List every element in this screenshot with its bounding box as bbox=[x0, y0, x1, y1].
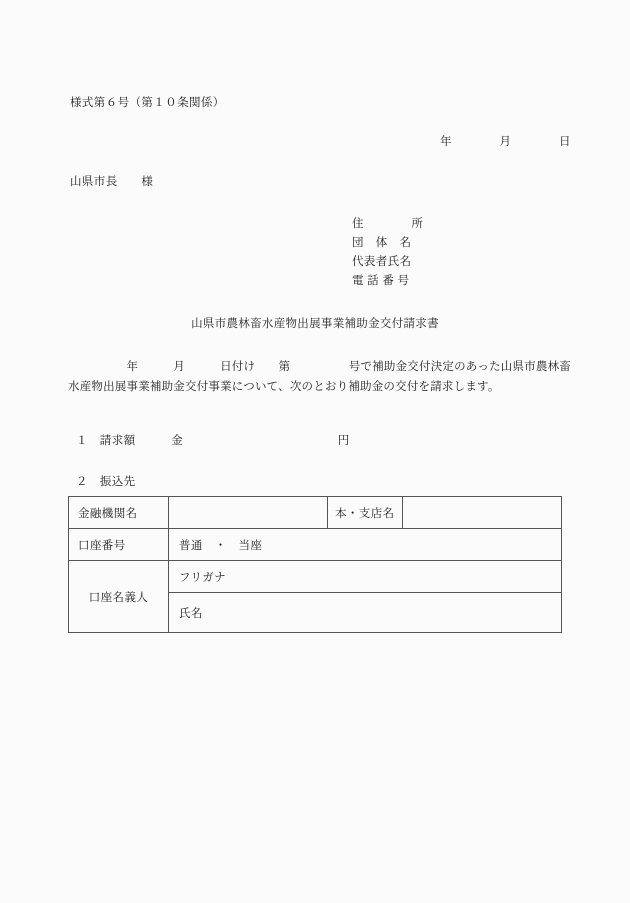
body-paragraph bbox=[68, 357, 571, 397]
applicant-organization-label: 団 体 名 bbox=[352, 237, 412, 249]
account-number-label: 口座番号 bbox=[69, 529, 169, 561]
body-paragraph-lead: 年 月 日付け 第 号で補助金交付決定のあった山県市農林畜 bbox=[68, 361, 571, 373]
branch-name-label: 本・支店名 bbox=[328, 497, 403, 529]
financial-institution-label: 金融機関名 bbox=[69, 497, 169, 529]
date-line: 年 月 日 bbox=[440, 136, 571, 148]
account-holder-label: 口座名義人 bbox=[69, 561, 169, 633]
page-title: 山県市農林畜水産物出展事業補助金交付請求書 bbox=[191, 318, 439, 330]
table-row-financial-institution bbox=[69, 497, 562, 529]
table-row-account-number bbox=[69, 529, 562, 561]
addressee: 山県市長 様 bbox=[70, 176, 154, 188]
branch-name-value[interactable] bbox=[403, 497, 562, 529]
applicant-info-block bbox=[352, 215, 423, 291]
claim-amount-line: １ 請求額 金 円 bbox=[76, 435, 350, 447]
account-holder-furigana[interactable]: フリガナ bbox=[169, 561, 562, 593]
applicant-address-label: 住 所 bbox=[352, 218, 424, 230]
table-row-account-holder-furigana bbox=[69, 561, 562, 593]
bank-account-table bbox=[68, 496, 562, 633]
applicant-representative-label: 代表者氏名 bbox=[352, 256, 412, 268]
account-holder-name[interactable]: 氏名 bbox=[169, 593, 562, 633]
transfer-destination-heading: ２ 振込先 bbox=[76, 476, 136, 488]
financial-institution-value[interactable] bbox=[169, 497, 328, 529]
body-paragraph-rest: 水産物出展事業補助金交付事業について、次のとおり補助金の交付を請求します。 bbox=[68, 381, 500, 393]
applicant-telephone-label: 電 話 番 号 bbox=[352, 275, 410, 287]
form-number: 様式第６号（第１０条関係） bbox=[70, 97, 225, 109]
account-type-value[interactable]: 普通 ・ 当座 bbox=[169, 529, 562, 561]
